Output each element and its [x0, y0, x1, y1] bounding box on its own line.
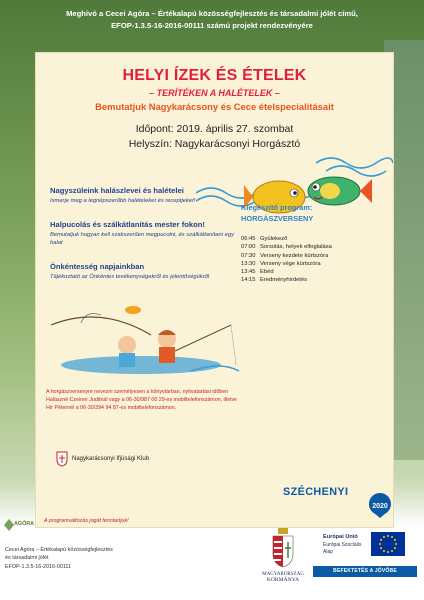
szechenyi-logo-text: SZÉCHENYI [283, 486, 349, 498]
poster-title: HELYI ÍZEK ÉS ÉTELEK [122, 67, 307, 84]
government-logo [250, 528, 316, 583]
rights-reserved-note: A programváltozás jogát fenntartjuk! [44, 518, 129, 524]
section-title: Önkéntesség napjainkban [50, 262, 145, 271]
szechenyi-2020-badge-icon [366, 491, 394, 519]
header-line-2: EFOP-1.3.5-16-2016-00111 számú projekt rendezvényére [111, 21, 313, 30]
schedule-row: 07:00 Sorsolás, helyek elfoglalása [241, 244, 332, 251]
section-fish-cleaning [50, 220, 235, 247]
footer-project-info: Cecei Agóra – Értékalapú közösségfejlesztés és társadalmi jólét EFOP-1.3.5-16-2016-00111 [5, 547, 113, 570]
schedule-row: 13:30 Verseny vége kürtszóra [241, 260, 321, 267]
schedule-row: 06:45 Gyülekező [241, 236, 288, 242]
coat-of-arms-icon [272, 528, 294, 568]
program-name: HORGÁSZVERSENY [241, 214, 314, 223]
agora-logo-icon [4, 519, 14, 531]
eu-fund: Európai Szociális Alap [323, 542, 362, 555]
section-fish-soups [50, 186, 235, 205]
club-logo-icon [56, 451, 68, 467]
svg-text:2020: 2020 [372, 503, 388, 510]
schedule-row: 07:30 Verseny kezdete kürtszóra [241, 252, 329, 259]
header-line-1: Meghívó a Cecei Agóra – Értékalapú közösségfejlesztés és társadalmi jólét című, [66, 9, 358, 18]
schedule-list [241, 235, 381, 285]
registration-notice: A horgászversenyre nevezni személyesen a könyvtárban, nyitvatartási időben Halászné Czeiner Juditnál vagy a 06-30/987 00 29-es mobiltelefonszámon, illetve Hír Péternél a 06-30/394 94 87-es mobiltelefonszámon. [46, 389, 238, 412]
event-date: Időpont: 2019. április 27. szombat [135, 123, 294, 135]
poster-card [35, 52, 394, 528]
section-text: Tájékoztató az Önkéntes tevékenységekről és jelentőségükről [50, 274, 210, 280]
section-title: Nagyszüleink halászlevei és halételei [50, 186, 184, 195]
agora-logo-text: AGÓRA [14, 521, 35, 527]
section-volunteering [50, 262, 235, 281]
poster-intro: Bemutatjuk Nagykarácsony és Cece ételspecialitásait [95, 101, 334, 112]
eu-flag-icon [371, 532, 405, 556]
government-name-1: MAGYARORSZÁG [262, 572, 304, 577]
schedule-row: 13:45 Ebéd [241, 269, 274, 276]
event-place: Helyszín: Nagykarácsonyi Horgásztó [128, 138, 301, 150]
fishing-program [241, 203, 381, 285]
invest-future-banner: BEFEKTETÉS A JÖVŐBE [313, 566, 417, 577]
schedule-row: 14:15 Eredményhirdetés [241, 277, 308, 284]
invitation-header [0, 8, 424, 32]
club-name: Nagykarácsonyi Ifjúsági Klub [72, 456, 150, 462]
section-text: Ismerje meg a legnépszerűbb halételeket és receptjeket! [50, 198, 196, 204]
club-signature [56, 451, 149, 467]
program-label: Kiegészítő program: [241, 203, 313, 212]
government-name-2: KORMÁNYA [266, 577, 300, 583]
eu-name: Európai Unió [323, 534, 358, 540]
section-title: Halpucolás és szálkátlanítás mester fokon! [50, 220, 205, 229]
kids-fishing-illustration-icon [41, 305, 241, 385]
poster-subtitle: – TERÍTÉKEN A HALÉTELEK – [149, 88, 280, 98]
section-text: Bemutatjuk hogyan kell szakszerűen megpucolni, és szálkátlanítani egy halat [50, 232, 234, 246]
